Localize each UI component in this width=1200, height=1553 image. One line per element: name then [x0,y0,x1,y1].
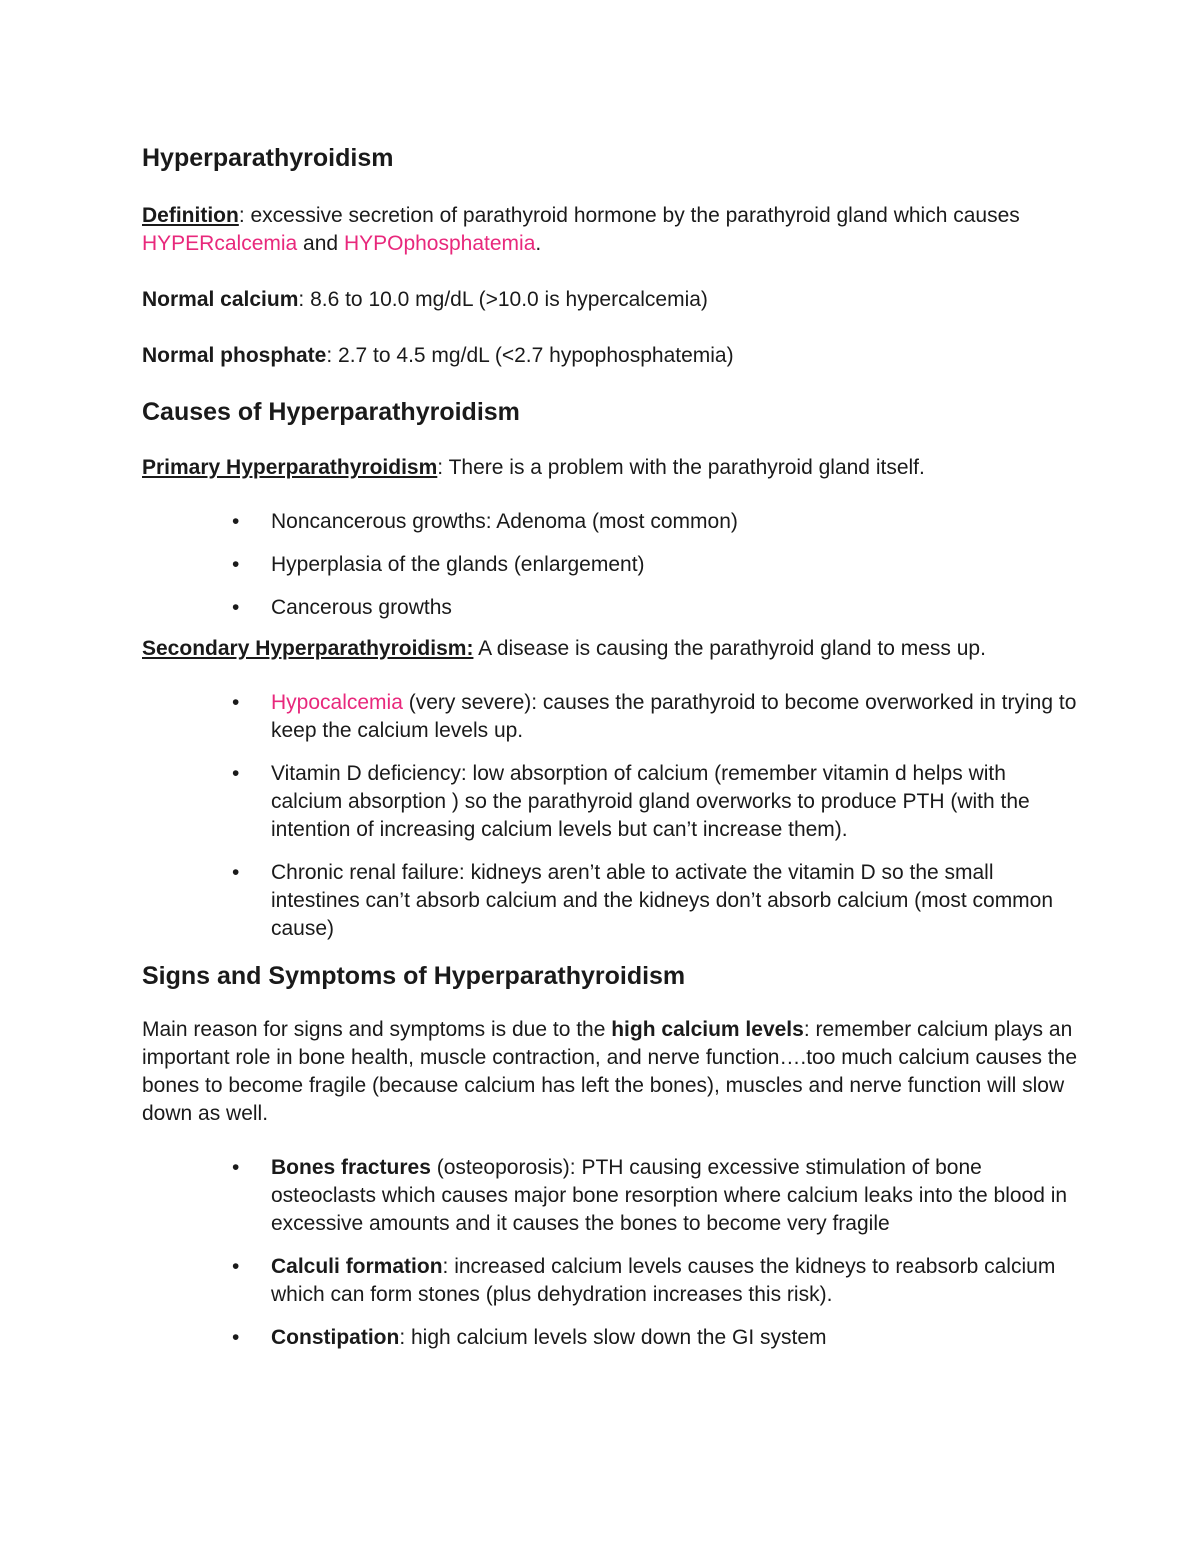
normal-calcium-text: : 8.6 to 10.0 mg/dL (>10.0 is hypercalcemia) [298,288,708,311]
list-item [142,1324,1082,1352]
secondary-label: Secondary Hyperparathyroidism: [142,637,474,660]
list-item-text: Noncancerous growths: Adenoma (most common) [271,510,738,533]
bullet-icon: • [232,1156,240,1179]
normal-phosphate-label: Normal phosphate [142,344,327,367]
hypophosphatemia-term: HYPOphosphatemia [343,232,536,255]
causes-heading: Causes of Hyperparathyroidism [142,398,520,426]
bullet-icon: • [232,691,240,714]
list-item [142,551,1082,579]
list-item-bold: Bones fractures [271,1156,431,1179]
list-item-text: : high calcium levels slow down the GI system [399,1326,827,1349]
list-item-text: Cancerous growths [271,596,452,619]
list-item-text: Vitamin D deficiency: low absorption of calcium (remember vitamin d helps with calcium absorption ) so the parathyroid gland overworks to produce PTH (with the intention of increasing calcium levels but can’t increase them). [271,762,1030,841]
list-item-text: : increased calcium levels causes the kidneys to reabsorb calcium which can form stones (plus dehydration increases this risk). [271,1255,1056,1306]
list-item [142,689,1082,745]
primary-list [142,508,1082,622]
normal-phosphate [142,342,1082,370]
hypocalcemia-term: Hypocalcemia [271,691,403,714]
list-item [142,859,1082,943]
list-item-bold: Constipation [271,1326,400,1349]
list-item [142,594,1082,622]
bullet-icon: • [232,762,240,785]
list-item-bold: Calculi formation [271,1255,443,1278]
secondary-list [142,689,1082,943]
list-item [142,1154,1082,1238]
signs-list [142,1154,1082,1352]
bullet-icon: • [232,596,240,619]
bullet-icon: • [232,861,240,884]
secondary-text: A disease is causing the parathyroid gland to mess up. [473,637,986,660]
normal-calcium [142,286,1082,314]
list-item-text: (very severe): causes the parathyroid to become overworked in trying to keep the calcium levels up. [271,691,1077,742]
document-body [142,140,1082,1367]
list-item [142,508,1082,536]
list-item [142,1253,1082,1309]
primary-text: : There is a problem with the parathyroid gland itself. [437,456,925,479]
secondary-paragraph [142,635,1082,663]
normal-phosphate-text: : 2.7 to 4.5 mg/dL (<2.7 hypophosphatemia) [326,344,734,367]
page-title: Hyperparathyroidism [142,144,394,172]
bullet-icon: • [232,510,240,533]
signs-intro-text: Main reason for signs and symptoms is due to the [142,1018,612,1041]
definition-and: and [297,232,344,255]
definition-label: Definition [142,204,239,227]
bullet-icon: • [232,553,240,576]
list-item-text: Chronic renal failure: kidneys aren’t able to activate the vitamin D so the small intestines can’t absorb calcium and the kidneys don’t absorb calcium (most common cause) [271,861,1054,940]
signs-intro-bold: high calcium levels [611,1018,804,1041]
signs-intro [142,1016,1082,1128]
signs-intro-text-2: : remember calcium plays an important role in bone health, muscle contraction, and nerve function….too much calcium causes the bones to become fragile (because calcium has left the bones), muscles and nerve function will slow down as well. [142,1018,1078,1125]
definition-text: : excessive secretion of parathyroid hormone by the parathyroid gland which causes [238,204,1020,227]
list-item [142,760,1082,844]
bullet-icon: • [232,1255,240,1278]
primary-label: Primary Hyperparathyroidism [142,456,438,479]
bullet-icon: • [232,1326,240,1349]
definition-paragraph [142,202,1082,258]
definition-end: . [535,232,542,255]
hypercalcemia-term: HYPERcalcemia [142,232,298,255]
list-item-text: Hyperplasia of the glands (enlargement) [271,553,645,576]
list-item-text: (osteoporosis): PTH causing excessive stimulation of bone osteoclasts which causes major bone resorption where calcium leaks into the blood in excessive amounts and it causes the bones to become very fragile [271,1156,1068,1235]
primary-paragraph [142,454,1082,482]
normal-calcium-label: Normal calcium [142,288,299,311]
signs-heading: Signs and Symptoms of Hyperparathyroidism [142,962,686,990]
